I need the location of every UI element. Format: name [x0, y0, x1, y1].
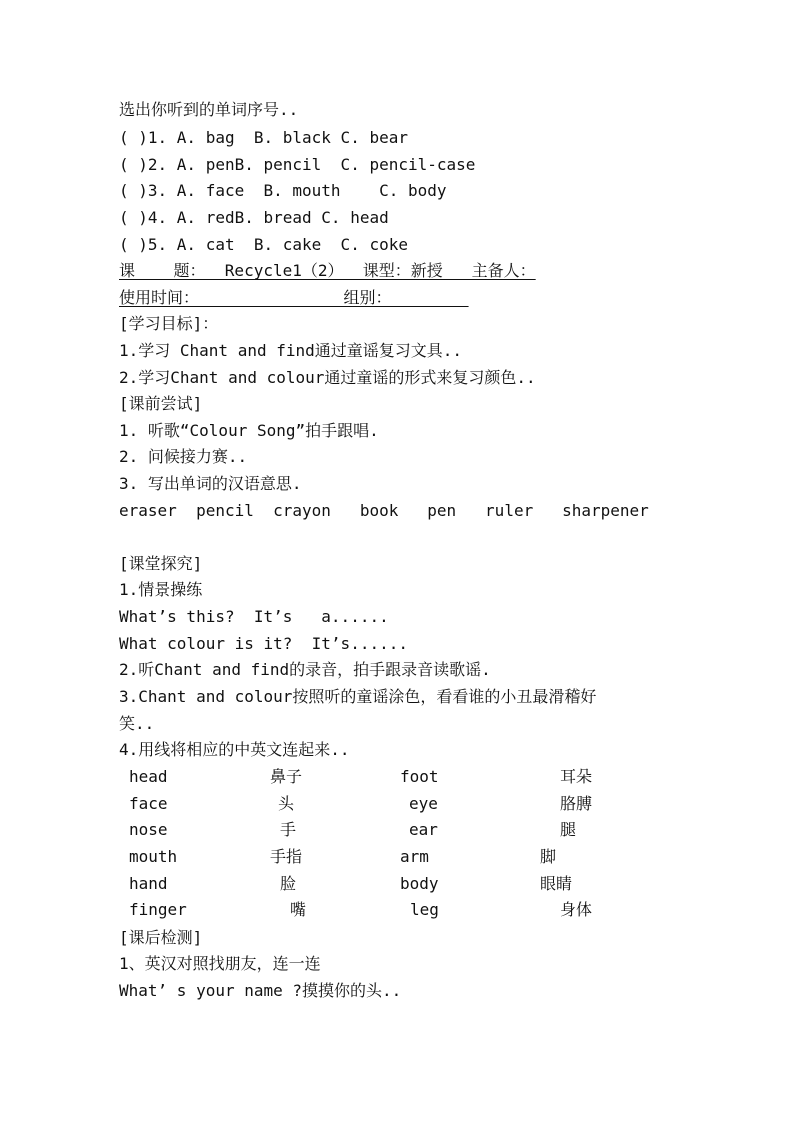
quiz-item-1: ( )1. A. bag B. black C. bear [119, 128, 408, 147]
goal-item-1: 1.学习 Chant and find通过童谣复习文具.. [119, 341, 463, 360]
dialog-line-1: What’s this? It’s a...... [119, 607, 389, 626]
quiz-item-3: ( )3. A. face B. mouth C. body [119, 181, 447, 200]
pre-heading: [课前尝试] [119, 394, 203, 413]
match-english-right: arm [400, 847, 429, 866]
lesson-header-line1: 课 题： Recycle1（2） 课型：新授 主备人： [119, 261, 536, 280]
match-chinese-right: 眼睛 [540, 874, 573, 893]
match-english-left: finger [129, 900, 187, 919]
explore-item-3-cont: 笑.. [119, 714, 155, 733]
match-chinese-left: 手 [280, 820, 297, 839]
pre-word-list: eraser pencil crayon book pen ruler sharpener [119, 501, 649, 520]
match-english-right: ear [409, 820, 438, 839]
match-chinese-right: 身体 [560, 900, 593, 919]
quiz-title: 选出你听到的单词序号.. [119, 100, 299, 119]
match-chinese-left: 脸 [280, 874, 297, 893]
match-english-left: mouth [129, 847, 178, 866]
match-english-right: leg [410, 900, 439, 919]
explore-item-2: 2.听Chant and find的录音，拍手跟录音读歌谣. [119, 660, 491, 679]
post-item-2: What’ s your name ?摸摸你的头.. [119, 981, 402, 1000]
match-chinese-right: 腿 [560, 820, 577, 839]
explore-item-1: 1.情景操练 [119, 580, 203, 599]
goals-heading: [学习目标]： [119, 314, 219, 333]
match-english-left: nose [129, 820, 168, 839]
pre-item-3: 3. 写出单词的汉语意思. [119, 474, 302, 493]
quiz-item-2: ( )2. A. penB. pencil C. pencil-case [119, 155, 476, 174]
lesson-header-line2: 使用时间： 组别： [119, 288, 469, 307]
match-chinese-right: 耳朵 [560, 767, 593, 786]
match-chinese-left: 头 [278, 794, 295, 813]
post-heading: [课后检测] [119, 928, 203, 947]
quiz-item-5: ( )5. A. cat B. cake C. coke [119, 235, 408, 254]
match-chinese-left: 嘴 [290, 900, 307, 919]
pre-item-1: 1. 听歌“Colour Song”拍手跟唱. [119, 421, 379, 440]
match-english-left: face [129, 794, 168, 813]
goal-item-2: 2.学习Chant and colour通过童谣的形式来复习颜色.. [119, 368, 536, 387]
dialog-line-2: What colour is it? It’s...... [119, 634, 408, 653]
match-chinese-right: 脚 [540, 847, 557, 866]
match-english-left: hand [129, 874, 168, 893]
post-item-1: 1、英汉对照找朋友，连一连 [119, 954, 321, 973]
quiz-item-4: ( )4. A. redB. bread C. head [119, 208, 389, 227]
explore-item-3: 3.Chant and colour按照听的童谣涂色，看看谁的小丑最滑稽好 [119, 687, 597, 706]
pre-item-2: 2. 问候接力赛.. [119, 447, 248, 466]
explore-heading: [课堂探究] [119, 554, 203, 573]
match-english-right: body [400, 874, 439, 893]
explore-item-4: 4.用线将相应的中英文连起来.. [119, 740, 350, 759]
match-english-right: foot [400, 767, 439, 786]
match-english-right: eye [409, 794, 438, 813]
match-chinese-right: 胳膊 [560, 794, 593, 813]
match-chinese-left: 鼻子 [270, 767, 303, 786]
match-english-left: head [129, 767, 168, 786]
match-chinese-left: 手指 [270, 847, 303, 866]
